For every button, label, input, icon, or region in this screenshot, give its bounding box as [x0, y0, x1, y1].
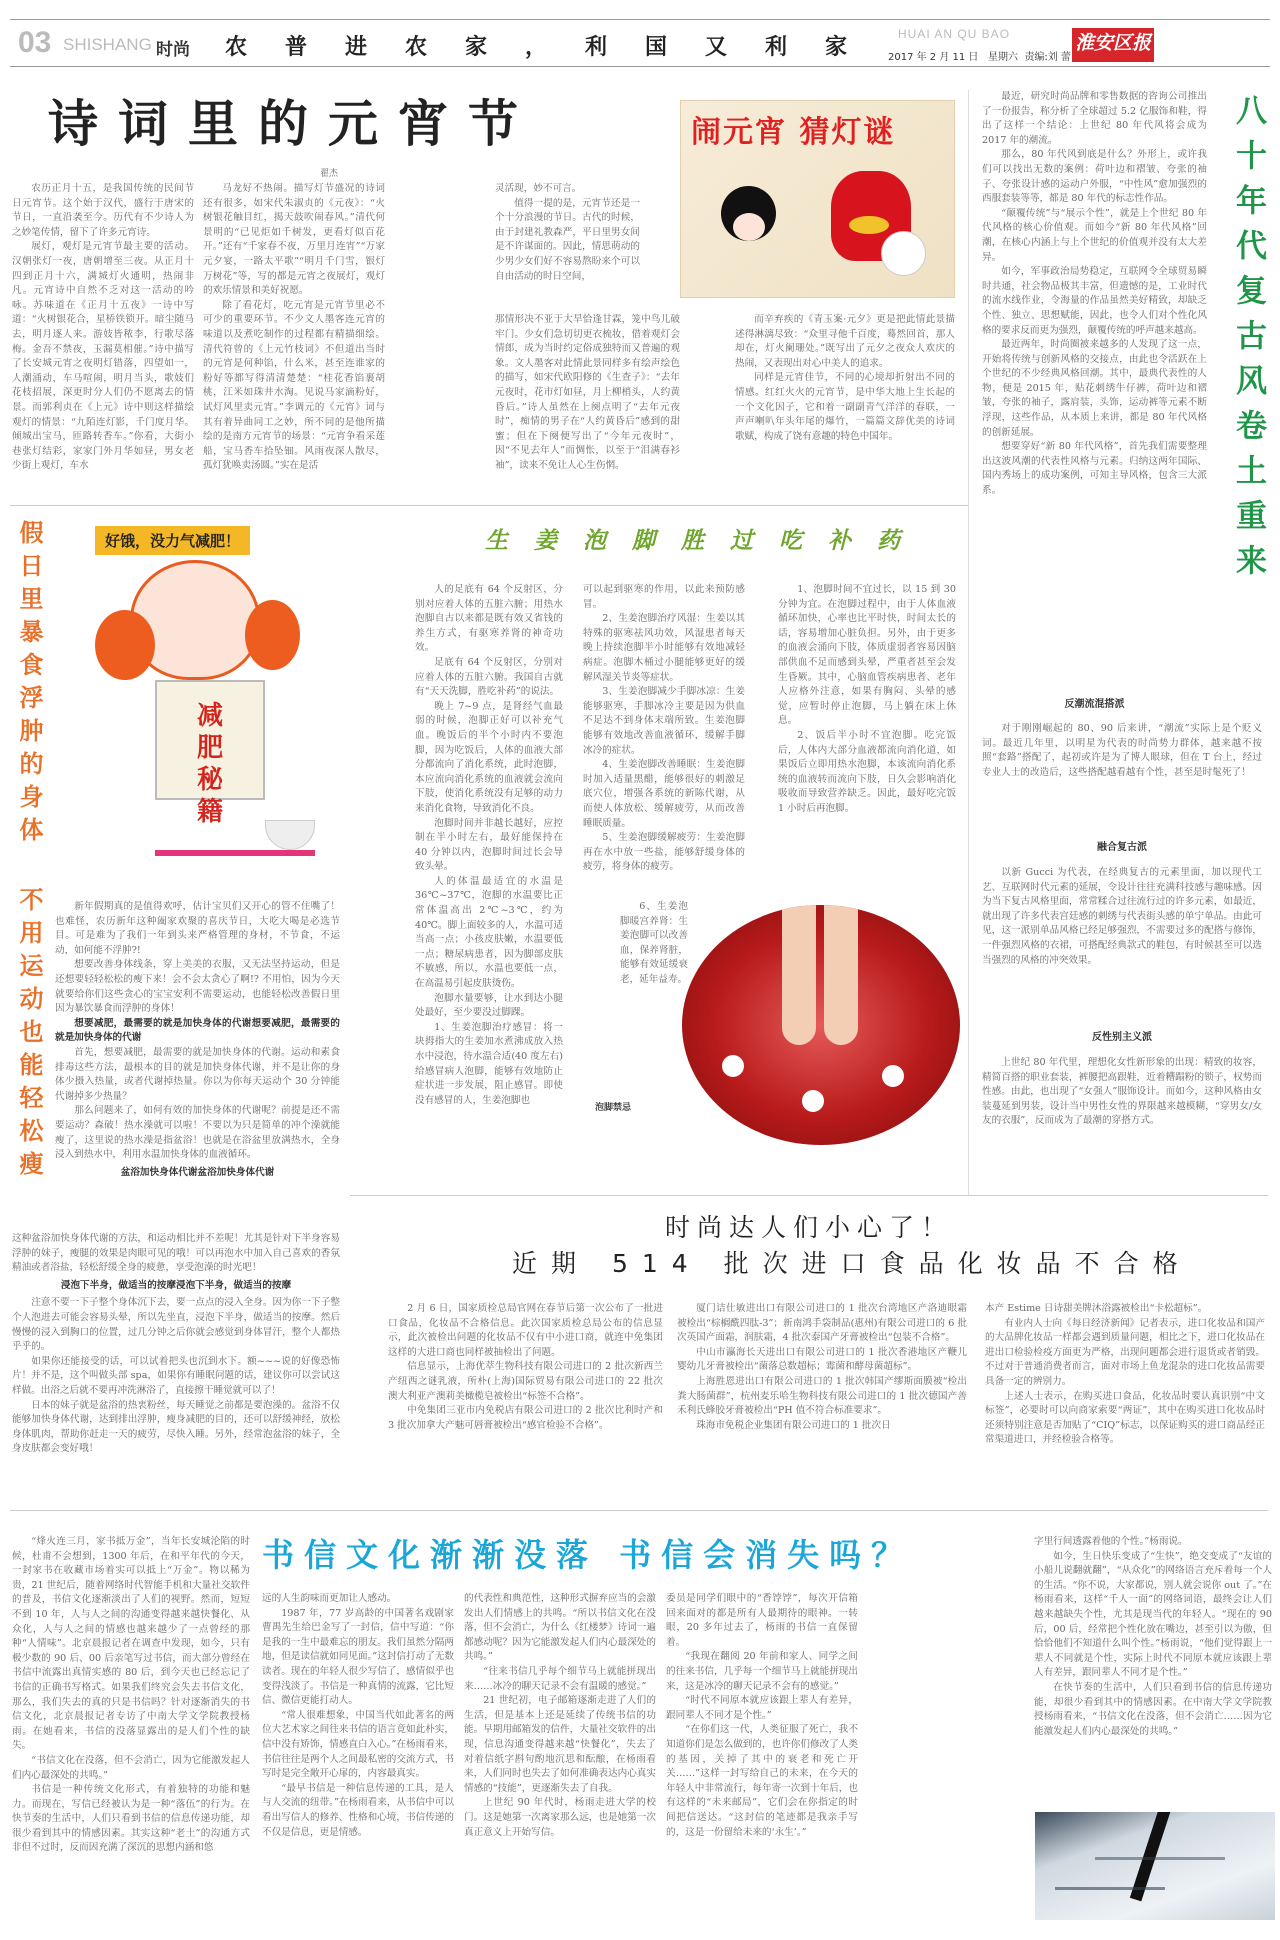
cosmetics-col-1: 2 月 6 日，国家质检总局官网在春节后第一次公布了一批进口食品，化妆品不合格信息。此次国家质检总局公布的信息显示，此次被检出问题的化妆品不仅有中小进口商，就连中免集团这样的大进口商也同样被抽检出了问题。 信息显示，上海优萃生物科技有限公司进口的 2 批次新西兰产纽西之谜乳液，所朴(上海)国际贸易有限公司进口的 22 批次澳大利亚产澳莉美橄榄皂被检出“标签不合格”。 中免集团三亚市内免税店有限公司进口的 2 批次比利时产和 3 批次加拿大产魅可唇膏被检出“感官检验不合格”。 — [388, 1303, 663, 1431]
diet-body-continued: 这种盆浴加快身体代谢的方法，和运动相比并不差呢！尤其是针对下半身容易浮肿的妹子，瘦腿的效果是肉眼可见的哦！可以再泡水中加入自己喜欢的香氛精油或者浴盐，轻松舒缓全身的疲惫，享受泡澡的时光吧！ 浸泡下半身，做适当的按摩浸泡下半身，做适当的按摩 注意不要一下子整个身体沉下去，要一点点的浸入全身。因为你一下子整个人泡进去可能会容易头晕，所以先坐直，浸泡下半身，做适当的按摩。然后慢慢的浸入到胸口的位置，过几分钟之后你就会感觉到身体冒汗，整个人都热乎乎的。 如果你还能接受的话，可以试着把头也沉到水下。额~~~说的好像恐怖片！并不是，这个叫做头部 spa，如果你有睡眠问题的话，建议你可以尝试这样做。出浴之后就不要再冲洗淋浴了，直接擦干睡觉就可以了！ 日本的妹子就是盆浴的热衷粉丝，每天睡觉之前都是要泡澡的。盆浴不仅能够加快身体代谢，达到排出浮肿，瘦身减肥的目的，还可以舒缓神经，放松身体肌肉，帮助你赶走一天的疲劳，尽快入睡。另外，经常泡盆浴的妹子，全身皮肤都会变好哦！ — [12, 1233, 340, 1455]
dateline — [888, 48, 1071, 63]
eighties-vertical-title: 八十年代复古风卷土重来 — [1230, 94, 1266, 589]
issue-weekday: 星期六 — [987, 52, 1018, 63]
paper-name-en: HUAI AN QU BAO — [898, 27, 1011, 41]
eighties-heading-3: 反性别主义派 — [1092, 1032, 1152, 1043]
lantern-col-4: 而辛弃疾的《青玉案·元夕》更是把此情此景描述得淋漓尽致：“众里寻他千百度，蓦然回首，那人却在，灯火阑珊处。”既写出了元夕之夜众人欢庆的热闹，又表现出对心中美人的追求。 同样是元宵佳节，不同的心境却折射出不同的情感。红红火火的元宵节，是中华大地上生长起的一个文化因子，它和着一副副青气洋洋的春联，一声声喇叭年头年尾的爆竹，一篇篇文辞优美的诗词歌赋，构成了饶有意趣的特色中国年。 — [735, 314, 955, 442]
eighties-section-3: 上世纪 80 年代里，理想化女性新形象的出现：精致的妆容，精简百搭的职业套装，裤腰把高跟鞋，近着糟蹋粉的锁子，权势而性感。由此，也出现了“女强人”服饰设计。而如今，这种风格由女装蔓延到男装，设计当中男性女性的界限越来越模糊，“穿男女/女友的衣服”，反而成为了最潮的穿搭方式。 — [982, 1057, 1262, 1127]
diet-vertical-title: 假日里暴食浮肿的身体 不用运动也能轻松瘦 — [15, 520, 43, 1184]
lantern-article-title: 诗词里的元宵节 — [48, 94, 538, 153]
letters-col-3: 的代表性和典范性，这种形式摒弃应当的会激发出人们情感上的共鸣。“所以书信文化在没落，但不会消亡，为什么《红楼梦》诗词一遍都感动呢？因为它能激发起人们内心最深处的共鸣。” “往来书信几乎每个细节马上就能拼现出来……冰冷的聊天记录不会有温暖的感觉。” 21 世纪初，电子邮箱逐渐走进了人们的生活，但是基本上还是延续了传统书信的功能。早期用邮箱发的信件，大量社交软件的出现，信息沟通变得越来越“快餐化”，失去了对着信纸字斟句酌地沉思和酝酿，在杨雨看来，人们同时也失去了如何准确表达内心真实情感的“技能”，更逐渐失去了自我。 上世纪 90 年代时，杨雨走进大学的校门。这是她第一次离家那么远，也是她第一次真正意义上开始写信。 — [464, 1593, 656, 1838]
lantern-col-3-top: 灵活现，妙不可言。 值得一提的是，元宵节还是一个十分浪漫的节日。古代的时候，由于封建礼教森严，平日里男女间是不许谋面的。因此，情思萌动的少男少女们好不容易熬盼来个可以自由活动的时日空间， — [495, 183, 640, 282]
foot-icon — [782, 905, 816, 1045]
letters-article-title: 书信文化渐渐没落 书信会消失吗？ — [262, 1536, 914, 1574]
speech-bubble: 好饿，没力气减肥！ — [95, 526, 250, 555]
ginger-col-2: 可以起到驱寒的作用，以此来预防感冒。 2、生姜泡脚治疗风湿：生姜以其特殊的驱寒祛风功效，风湿患者每天晚上持续泡脚半小时能够有效地减轻病症。泡脚木桶过小腿能够更好的缓解风湿关节炎等症状。 3、生姜泡脚减少手脚冰凉：生姜能够驱寒，手脚冰冷主要是因为供血不足达不到身体末端所致。生姜泡脚能够有效地改善血液循环，缓解手脚冰冷的症状。 4、生姜泡脚改善睡眠：生姜泡脚时加入适量黑醋，能够很好的刺激足底穴位，增强各系统的新陈代谢，从而使人体放松、缓解疲劳，从而改善睡眠质量。 5、生姜泡脚缓解疲劳：生姜泡脚再在水中放一些盐，能够舒缓身体的疲劳，将身体的疲劳。 — [583, 584, 745, 873]
eighties-intro: 最近，研究时尚品牌和零售数据的咨询公司推出了一份报告，称分析了全球超过 5.2 亿服饰和鞋，得出了这样一个结论：上世纪 80 年代风将会成为 2017 年的潮流。 那么，80 年代风到底是什么？外形上，或许我们可以找出无数的案例：荷叶边和褶皱、夸张的袖子、夸张设计感的运动户外服，“中性风”愈加强烈的西服套装等等，都是 80 年代的标志性作品。 “颠覆传统”与“展示个性”，就是上个世纪 80 年代风格的核心价值观。而如今“新 80 年代风格”回潮，在核心内涵上与上个世纪的价值观并没有太大差异。 如今，军事政治局势稳定，互联网令全球贸易瞬时共通，社会物品极其丰富，但遗憾的是，工业时代的流水线作业，令海量的作品虽然美好精致，却缺乏个性、独立、思想赋能，因此，也令人们对个性化风格的要求反而更为强烈，颠覆传统的呼声越来越高。 最近两年，时尚圈被来越多的人发现了这一点，开始将传统与创新风格的交接点，由此也令活跃在上个世纪的不少经典风格回潮。其中，最典代表性的人物，便是 2015 年，贴花刺绣牛仔裤，荷叶边和褶皱，夸张的袖子，露肩装，头饰，运动裤等元素不断浮现，这些作品，从本质上来讲，都是 80 年代风格的创新延展。 想要穿好“新 80 年代风格”，首先我们需要整理出这波风潮的代表性风格与元素。归纳这两年国际、国内秀场上的成功案例，可知主导风格，包含三大派系。 — [982, 91, 1207, 497]
foot-bath-image — [682, 905, 960, 1145]
section-divider — [350, 1195, 1268, 1196]
ginger-col-3: 1、泡脚时间不宜过长，以 15 到 30 分钟为宜。在泡脚过程中，由于人体血液循环加快，心率也比平时快，时间太长的话，容易增加心脏负担。另外，由于更多的血液会涌向下肢，体质虚弱者容易因脑部供血不足而感到头晕，严重者甚至会发生昏厥。其中，心脑血管疾病患者、老年人应格外注意，如果有胸闷、头晕的感觉，应暂时停止泡脚，马上躺在床上休息。 2、饭后半小时不宜泡脚。吃完饭后，人体内大部分血液都流向消化道，如果饭后立即用热水泡脚，本该流向消化系统的血液转而流向下肢，日久会影响消化吸收而导致营养缺乏。因此，最好吃完饭 1 小时后再泡脚。 — [778, 584, 956, 814]
header-top-rule — [10, 19, 1270, 20]
lantern-col-2: 马龙好不热闹。描写灯节盛况的诗词还有很多，如宋代朱淑贞的《元夜》：“火树银花触目红，揭天鼓吹闹春风。”清代何景明的“已见炬如千树发，更看灯似百花开。”还有“千家春不夜，万里月连宵”“万家元夕宴，一路太平歌”“明月千门雪，银灯万树花”等，写的都是元宵之夜展灯，观灯的欢乐情景和美好祝愿。 除了看花灯，吃元宵是元宵节里必不可少的重要环节。不少文人墨客连元宵的味道以及煮吃制作的过程都有精描细绘。清代符曾的《上元竹枝词》不但道出当时的元宵是何种馅，什么米，甚至连谁家的粉好等都写得清清楚楚：“桂花香馅裹胡桃，江米如珠井水淘。见说马家滴粉好，试灯风里卖元宵。”李调元的《元宵》词与其有着异曲同工之妙，所不同的是他所描绘的是南方元宵节的场景：“元宵争看采莲船，宝马香车拾坠钿。风雨夜深人散尽，孤灯犹唤卖汤圆。”实在是活 — [203, 183, 385, 472]
section-name-cn: 时尚 — [156, 40, 190, 60]
eighties-heading-2: 融合复古派 — [1097, 842, 1147, 853]
lantern-byline: 翟杰 — [320, 169, 339, 179]
eighties-section-2: 以新 Gucci 为代表，在经典复古的元素里面，加以现代工艺、互联网时代元素的延展，令设计往往充满科技感与趣味感。因为当下复古风格里面，常常糅合过往流行过的许多元素，如最近，就出现了许多代表宫廷感的刺绣与代表街头感的单宁单品。由此可见，这一派别单品风格已经足够强烈，不需要过多的配搭与修饰，一件强烈风格的衣裙，可搭配经典款式的鞋包，有时候甚至可以选当强烈的风格的冲突效果。 — [982, 867, 1262, 966]
cosmetics-col-2: 厦门诘仕敏进出口有限公司进口的 1 批次台湾地区产洛迪眼霜被检出“棕榈酰四肽-3”；新南鸿手袋制品(惠州)有限公司进口的 6 批次英国产面霜，润肤霜，4 批次泰国产牙膏被检出“包装不合格”。 中山市瀛海长天进出口有限公司进口的 1 批次香港地区产鞭儿婴幼儿牙膏被检出“菌落总数超标；霉菌和酵母菌超标”。 上海胜恩进出口有限公司进口的 1 批次韩国产缪斯面膜被“检出粪大肠菌群”，杭州麦乐哈生物科技有限公司进口的 1 批次德国产善禾利氏蜂胶牙膏被检出“PH 值不符合标准要求”。 珠海市免税企业集团有限公司进口的 1 批次日 — [677, 1303, 967, 1431]
eighties-section-1: 对于刚刚崛起的 80、90 后来讲，“潮流”实际上是个贬义词。最近几年里，以明星为代表的时尚势力群体，越来越不按照“套路”搭配了，起初或许是为了博人眼球，但在 T 台上，经过专业人士的改造后，这些搭配越看越有个性，甚至是时髦死了！ — [982, 723, 1262, 778]
cosmetics-col-3: 本产 Estime 日诗甜美牌沐浴露被检出“卡松超标”。 有业内人士向《每日经济新闻》记者表示，进口化妆品和国产的大品牌化妆品一样都会遇到质量问题，相比之下，进口化妆品在进出口检验检疫方面更为严格，出现问题都会进行退货或者销毁。不过对于普通消费者而言，面对市场上鱼龙混杂的进口化妆品需要具备一定的辨别力。 上述人士表示，在购买进口食品，化妆品时要认真识别“中文标签”，必要时可以向商家索要“两证”，其中在购买进口化妆品时还须特别注意是否加贴了“CIQ”标志，以保证购买的进口商品经正常渠道进口，并经检验合格等。 — [985, 1303, 1265, 1446]
flower-icon — [722, 1055, 744, 1077]
section-divider — [10, 1510, 1268, 1511]
issue-date: 2017 年 2 月 11 日 — [888, 52, 979, 63]
letters-col-4: 委员是同学们眼中的“香饽饽”，每次开信箱回来面对的都是所有人最期待的眼神。一转眼，20 多年过去了，杨雨的书信一直保留着。 “我现在翻阅 20 年前和家人、同学之间的往来书信，几乎每一个细节马上就能拼现出来，这是冰冷的聊天记录不会有的感觉。” “时代不同原本就应该跟上辈人有差异，跟同辈人不同才是个性。” “在你们这一代，人类征服了死亡，我不知道你们是怎么做到的，也许你们修改了人类的基因，关掉了其中的衰老和死亡开关……”这样一封写给自己的未来，在今天的年轻人中非常流行，每年寄一次到十年后，也有这样的“未来邮局”，它们会在你指定的时间把信送达。“这封信的笔迹都是我亲手写的，这是一份留给未来的‘永生’。” — [666, 1593, 858, 1838]
letters-col-2: 远的人生韵味而更加让人感动。 1987 年，77 岁高龄的中国著名戏剧家曹禺先生给巴金写了一封信，信中写道：“你是我的一生中最难忘的朋友。我们虽然分隔两地，但是读信就如同见面。”这封信打动了无数读者。现在的年轻人很少写信了，感情似乎也变得浅淡了。书信是一种真情的流露，它比短信、微信更能打动人。 “常人很难想象，中国当代如此著名的两位大艺术家之间往来书信的语言竟如此朴实，信中没有矫饰，情感直白入心。”在杨雨看来，书信往往是两个人之间最私密的交流方式，书写时是完全敞开心扉的，内容最真实。 “最早书信是一种信息传递的工具，是人与人交流的纽带。”在杨雨看来，从书信中可以看出写信人的修养、性格和心境，书信传递的不仅是信息，更是情感。 — [262, 1593, 454, 1838]
cosmetics-title-line-2: 近期 514 批次进口食品化妆品不合格 — [512, 1249, 1192, 1278]
cosmetics-title-line-1: 时尚达人们小心了！ — [665, 1213, 954, 1242]
image-caption-text: 闹元宵 猜灯谜 — [691, 115, 896, 150]
section-name-en: SHISHANG — [63, 35, 152, 54]
diet-body: 新年假期真的是值得欢呼，估计宝贝们又开心的管不住嘴了！也难怪，农历新年这种阖家欢聚的喜庆节日，大吃大喝是必选节目。可是难为了我们一年到头来严格管理的身材，不节食，不运动，如何能不浮肿?! 想要改善身体线条，穿上美美的衣服，又无法坚持运动，但是还想要轻轻松松的瘦下来！会不会太贪心了啊!? 不用怕，因为今天就要给你们这些贪心的宝宝安利不需要运动，也能轻松改善假日里因为暴饮暴食而浮肿的身体！ 想要减肥，最需要的就是加快身体的代谢想要减肥，最需要的就是加快身体的代谢 首先，想要减肥，最需要的就是加快身体的代谢。运动和素食排毒这些方法，最根本的目的就是加快身体代谢，并不是让你的身体少摄入热量，或者代谢掉热量。你以为你每天运动个 30 分钟能代谢掉多少热量？ 那么问题来了，如何有效的加快身体的代谢呢？前提是还不需要运动？森破！热水澡就可以啦！不要以为只是简单的冲个澡就能瘦了，这里说的热水澡是指盆浴！也就是在浴盆里放满热水，全身浸入到热水中，利用水温加快身体的血液循环。 盆浴加快身体代谢盆浴加快身体代谢 — [55, 901, 340, 1178]
letters-col-5: 字里行间透露着他的个性。”杨雨说。 如今，生日快乐变成了“生快”，绝交变成了“友谊的小船儿说翻就翻”，“从众化”的网络语言充斥着每一个人的生活。“你不说，大家都说，别人就会说你 out 了。”在杨雨看来，这样“千人一面”的网络词语，最终会让人们越来越缺失个性，尤其是现当代的年轻人。“现在的 90 后，00 后，经常把个性化放在嘴边，甚至引以为傲，但恰恰他们不知道什么叫个性。”杨雨说，“他们觉得跟上一辈人不同就是个性，实际上时代不同原本就应该跟上辈人有差异，跟同辈人不同才是个性。” 在快节奏的生活中，人们只看到书信的信息传递功能，却很少看到其中的情感因素。在中南大学文学院教授杨雨看来，“书信文化在没落，但不会消亡……因为它能激发起人们内心最深处的共鸣。” — [1034, 1536, 1272, 1737]
paper-logo: 淮安区报 — [1072, 28, 1154, 62]
diet-cartoon-image — [55, 520, 315, 865]
page-number: 03 — [18, 26, 52, 59]
lantern-col-1: 农历正月十五，是我国传统的民间节日元宵节。这个始于汉代，盛行于唐宋的节日，一直沿袭至今。历代有不少诗人为之妙笔传情，留下了许多元宵诗。 展灯，观灯是元宵节最主要的活动。汉朝张灯一夜，唐朝增至三夜。从正月十四到正月十六，满城灯火通明，热闹非凡。元宵诗中自然不乏对这一活动的吟咏。苏味道在《正月十五夜》一诗中写道：“火树银花合，星桥铁锁开。暗尘随马去，明月逐人来。游妓皆秾李，行歌尽落梅。金吾不禁夜，玉漏莫相催。”诗中描写了长安城元宵之夜明灯错落，四望如一，人潮涌动，车马喧闹，明月当头，歌妓们花枝招展，深更时分人们仍不愿离去的情景。而郭利贞在《上元》诗中则这样描绘观灯的情景：“九陌连灯影，千门度月华。倾城出宝马，匝路转香车。”你看，大街小巷张灯结彩，家家门外月华如昼，男女老少街上观灯，车水 — [12, 183, 194, 472]
section-divider — [10, 505, 968, 506]
eighties-heading-1: 反潮流混搭派 — [1064, 699, 1125, 710]
editor: 责编:刘 蕾 — [1024, 52, 1071, 63]
lantern-festival-image — [680, 100, 955, 298]
column-divider — [968, 90, 969, 1195]
header-slogan: 农普进农家，利国又利家 — [225, 34, 886, 60]
ginger-col-1: 人的足底有 64 个反射区，分别对应着人体的五脏六腑；用热水泡脚自古以来都是既有效又省钱的养生方式，有驱寒养肾的神奇功效。 足底有 64 个反射区，分别对应着人体的五脏六腑。我国自古就有“天天洗脚，胜吃补药”的说法。 晚上 7~9 点，是肾经气血最弱的时候，泡脚正好可以补充气血。晚饭后的半个小时内不要泡脚，因为吃饭后，人体的血液大部分都流向了消化系统，此时泡脚，本应流向消化系统的血液就会流向下肢，使消化系统没有足够的动力来消化食物，导致消化不良。 泡脚时间并非越长越好，应控制在半小时左右，最好能保持在 40 分钟以内，泡脚时间过长会导致头晕。 人的体温最适宜的水温是 36℃~37℃，泡脚的水温要比正常体温高出 2℃~3℃，约为 40℃。脚上面较多的人，水温可适当高一点；小孩皮肤嫩，水温要低一点；糖尿病患者，因为脚部皮肤不敏感，所以，水温也要低一点，在高温易引起皮肤烫伤。 泡脚水量要够，让水到达小腿处最好，至少要没过脚踝。 1、生姜泡脚治疗感冒：将一块拇指大的生姜加水煮沸成放入热水中浸泡，待水温合适(40 度左右)给感冒病人泡脚，能够有效地防止症状进一步发展，阻止感冒。即使没有感冒的人，生姜泡脚也 — [415, 584, 563, 1106]
diet-book-icon: 减肥秘籍 — [155, 680, 265, 800]
calligraphy-image — [1035, 1812, 1275, 1920]
ginger-article-title: 生姜泡脚胜过吃补药 — [485, 527, 926, 554]
header-bottom-rule — [10, 66, 1270, 67]
ginger-col-2-narrow: 6、生姜泡脚暖宫养肾：生姜泡脚可以改善血，保养肾脏，能够有效延缓衰老，延年益寿。 — [620, 901, 688, 985]
letters-col-1: “烽火连三月，家书抵万金”，当年长安城沦陷的时候，杜甫不会想到，1300 年后，在和平年代的今天，一封家书在收藏市场着实可以抵上“万金”。物以稀为贵，21 世纪后，随着网络时代智能手机和大量社交软件的普及，书信文化逐渐淡出了人们的视野。然而，短短不到 10 年，人与人之间的沟通变得越来越快餐化、从众化，人与人之间的情感也越来越少了一点曾经的那种“人情味”。北京晨报记者在调查中发现，如今，只有极少数的 90 后、00 后亲笔写过书信，而大部分曾经在书信中流露出真情实感的 80 后，到今天也已经忘记了书信的正确书写格式。如果我们终究会失去书信文化，那么，我们失去的真的只是书信吗？针对逐渐消失的书信文化，北京晨报记者专访了中南大学文学院教授杨雨。在她看来，书信的没落显露出的是人们个性的缺失。 “书信文化在没落，但不会消亡，因为它能激发起人们内心最深处的共鸣。” 书信是一种传统文化形式，有着独特的功能和魅力。而现在，写信已经被认为是一种“落伍”的行为。在快节奏的生活中，人们只看到书信的信息传递功能，却很少看到其中的情感因素。其实这种“老土”的沟通方式非但不过时，反而因充满了深沉的思想内涵和悠 — [12, 1536, 250, 1854]
snack-bowl-icon — [265, 820, 315, 850]
ginger-image-caption: 泡脚禁忌 — [595, 1103, 632, 1113]
lantern-col-3-bottom: 那情形决不亚于大旱恰逢甘霖，笼中鸟儿破牢门。少女们急切切更衣梳妆，借着观灯会情郎，成为当时约定俗成独特而又普遍的观象。文人墨客对此情此景同样多有绘声绘色的描写，如宋代欧阳修的《生查子》：“去年元夜时，花市灯如昼，月上柳梢头，人约黄昏后。”诗人虽然在上阕点明了“去年元夜时”，痴情的男子在“人约黄昏后”感到的甜蜜；但在下阕便写出了“今年元夜时”，因“不见去年人”而惆怅，以至于“泪满春衫袖”，读来不免让人心生伤惘。 — [495, 314, 680, 471]
